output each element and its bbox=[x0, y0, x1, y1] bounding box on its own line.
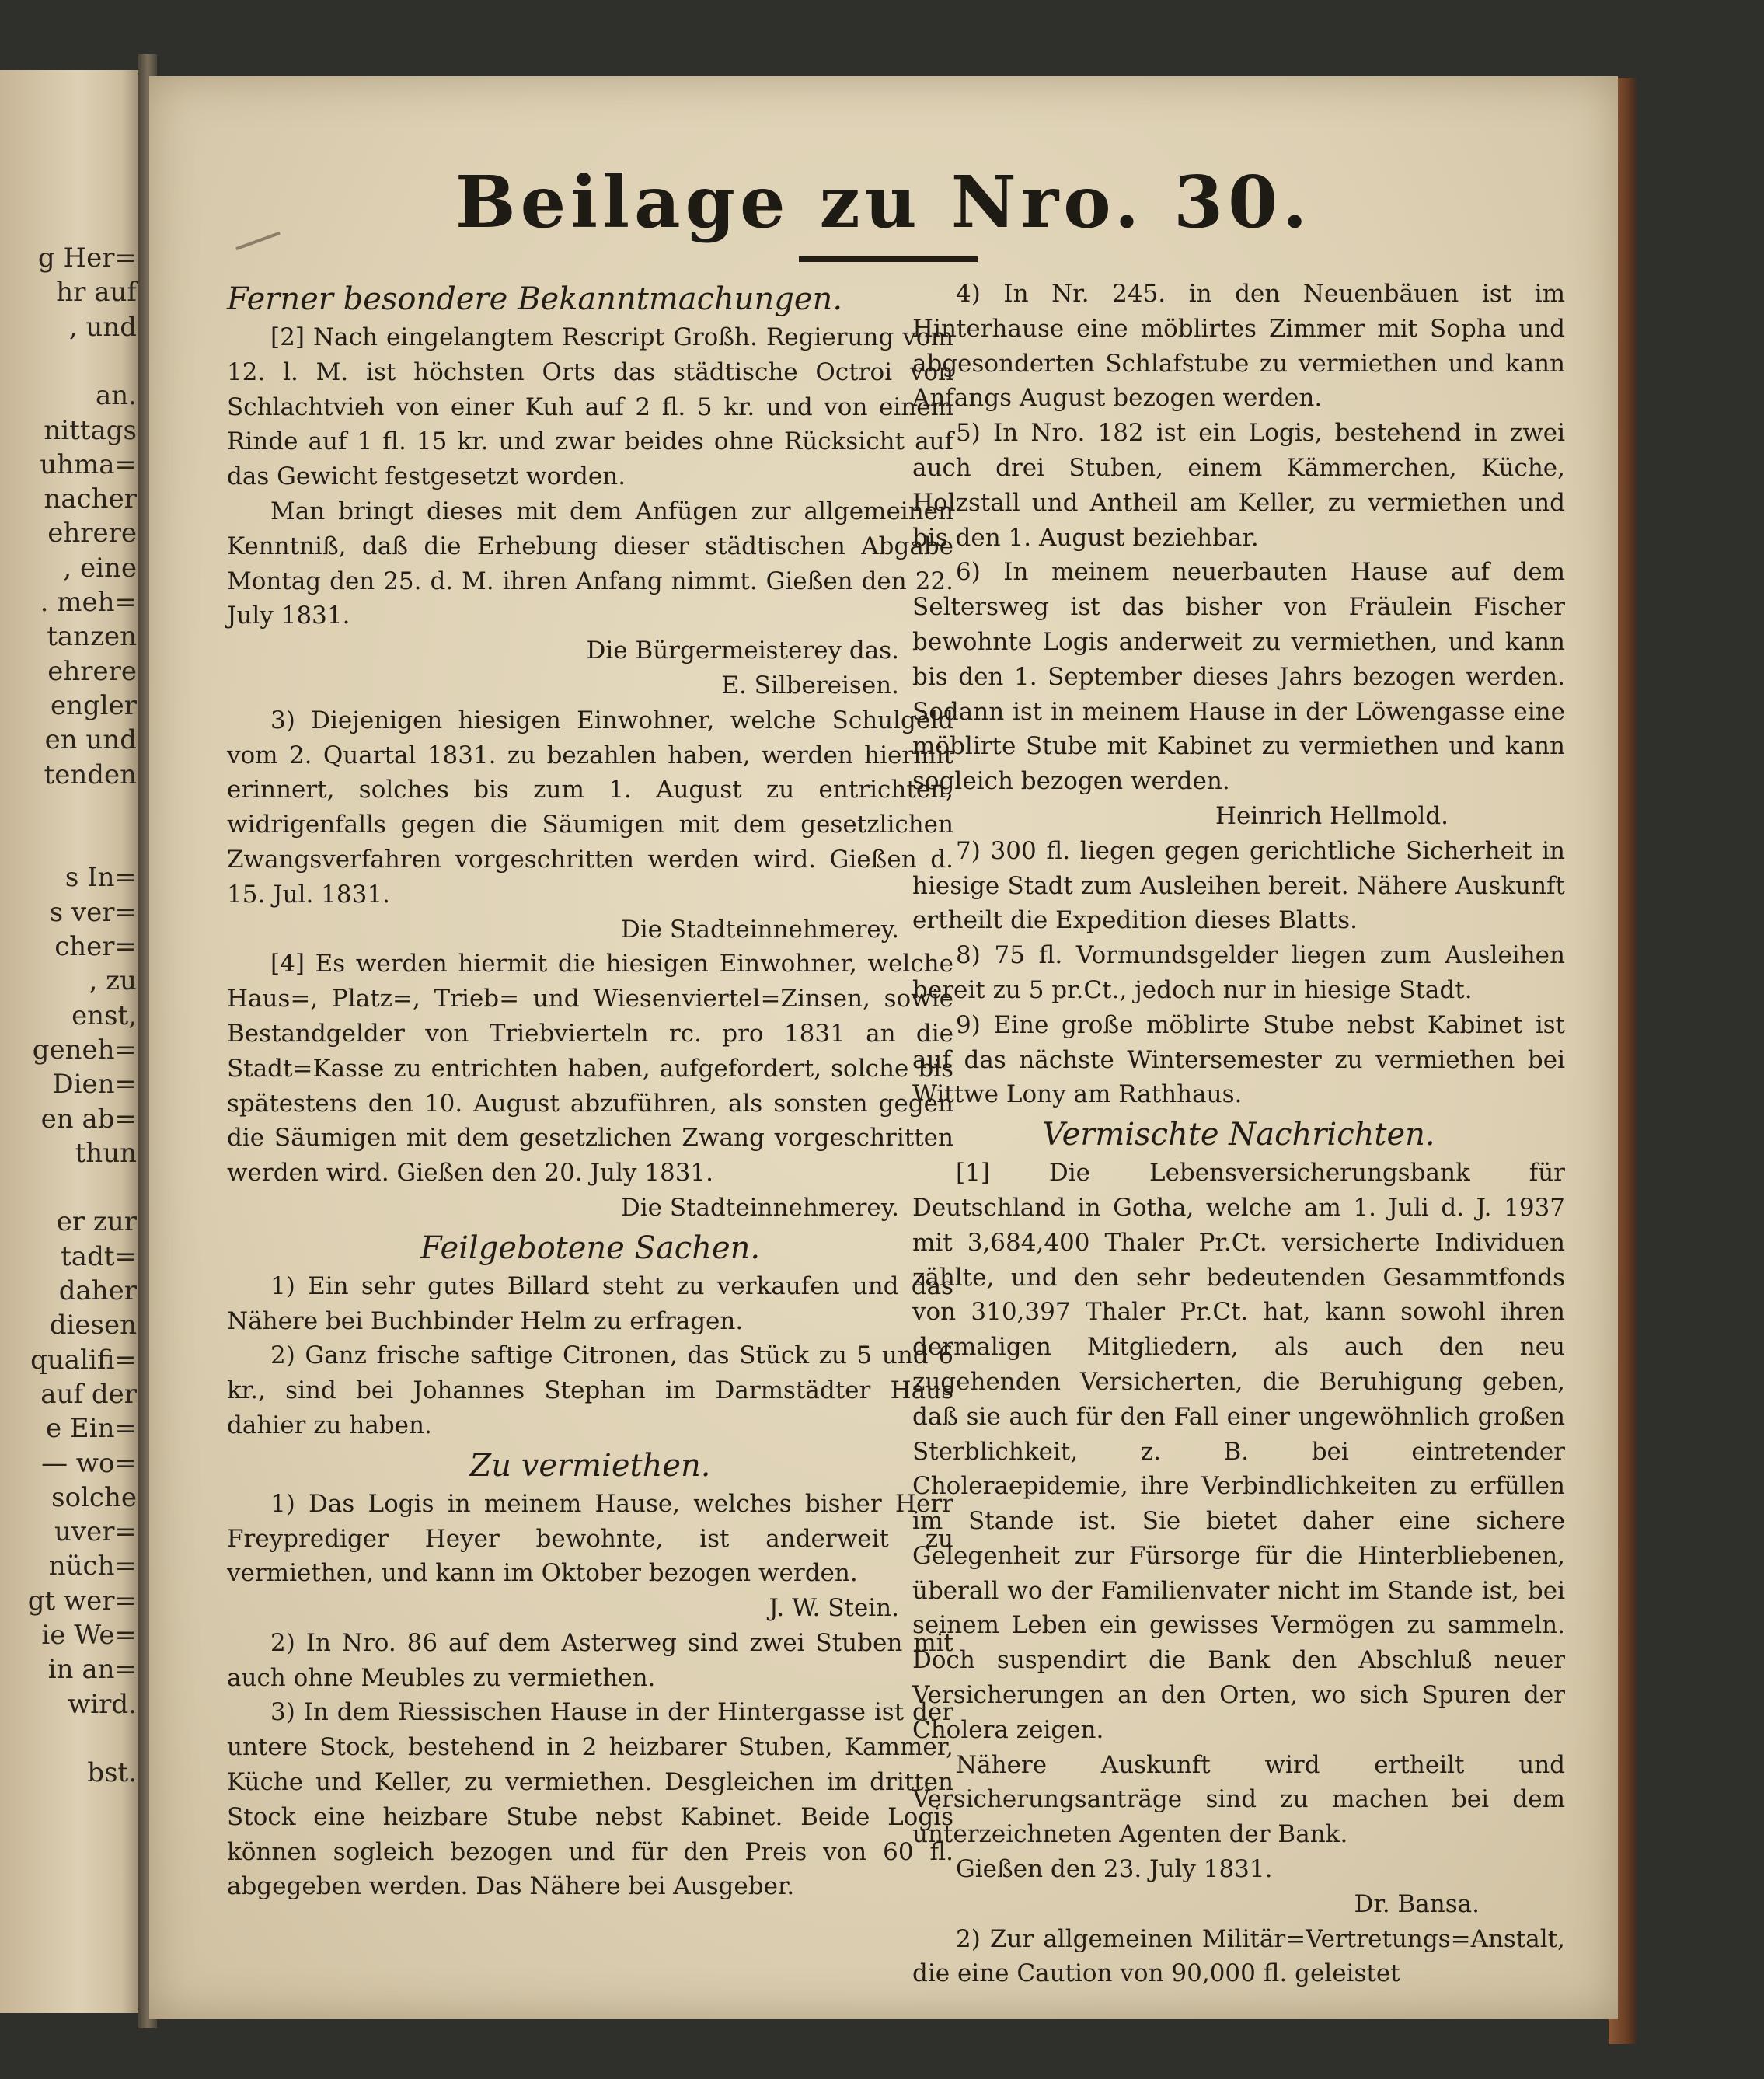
facing-page-fragment: s In= bbox=[64, 862, 137, 894]
title-rule bbox=[799, 256, 978, 262]
facing-page-fragment: er zur bbox=[56, 1206, 137, 1238]
section-heading-for-sale: Feilgebotene Sachen. bbox=[420, 1230, 761, 1266]
listing-rent-2: 2) In Nro. 86 auf dem Asterweg sind zwei Stuben mit auch ohne Meubles zu vermiethen. bbox=[227, 1628, 953, 1692]
facing-page-fragment: , eine bbox=[63, 552, 137, 584]
facing-page-fragment: , zu bbox=[89, 965, 137, 997]
notice-life-insurance: [1] Die Lebensversicherungsbank für Deutschland in Gotha, welche am 1. Juli d. J. 1937 mit 3,684,400 Thaler Pr.Ct. versicherte Individuen zählte, und den sehr bedeutenden Gesammtfonds von 310,397 Thaler Pr.Ct. hat, kann sowohl ihren dermaligen Mitgliedern, als auch den neu zugehenden Versicherten, die Beruhigung geben, daß sie auch für den Fall einer ungewöhnlich großen Sterblichkeit, z. B. bei eintretender Choleraepidemie, ihre Verbindlichkeiten zu erfüllen im Stande ist. Sie bietet daher eine sichere Gelegenheit zur Fürsorge für die Hinterbliebenen, überall wo der Familienvater nicht im Stande ist, bei seinem Leben ein gewisses Vermögen zu sammeln. Doch suspendirt die Bank den Abschluß neuer Versicherungen an den Orten, wo sich Spuren der Cholera zeigen. bbox=[912, 1159, 1565, 1744]
facing-page-fragment: uhma= bbox=[40, 448, 137, 480]
facing-page-fragment: , und bbox=[68, 311, 137, 343]
listing-rent-9: 9) Eine große möblirte Stube nebst Kabinet ist auf das nächste Wintersemester zu vermiethen bei Wittwe Lony am Rathhaus. bbox=[912, 1010, 1565, 1109]
facing-page-fragment: s ver= bbox=[49, 896, 137, 928]
facing-page-fragment: in an= bbox=[47, 1654, 137, 1686]
facing-page-fragment: . meh= bbox=[40, 587, 137, 618]
facing-page-fragment: hr auf bbox=[56, 277, 137, 309]
signature-bansa: Dr. Bansa. bbox=[1354, 1889, 1480, 1918]
facing-page-fragment: g Her= bbox=[37, 242, 137, 274]
right-column bbox=[912, 277, 1565, 1991]
facing-page-fragment: Dien= bbox=[52, 1069, 137, 1101]
signature-treasury: Die Stadteinnehmerey. bbox=[620, 915, 899, 944]
facing-page-fragment: gt wer= bbox=[27, 1585, 137, 1617]
facing-page-fragment: nittags bbox=[44, 414, 137, 446]
listing-rent-1: 1) Das Logis in meinem Hause, welches bisher Herr Freyprediger Heyer bewohnte, ist anderweit zu vermiethen, und kann im Oktober bezogen werden. bbox=[227, 1489, 953, 1588]
facing-page-fragment: geneh= bbox=[32, 1034, 137, 1066]
facing-page-fragment: tanzen bbox=[47, 621, 137, 653]
facing-page-fragment: auf der bbox=[40, 1378, 137, 1410]
notice-date: Gießen den 23. July 1831. bbox=[956, 1855, 1273, 1884]
signature-hellmold: Heinrich Hellmold. bbox=[1215, 801, 1449, 830]
listing-rent-5: 5) In Nro. 182 ist ein Logis, bestehend in zwei auch drei Stuben, einem Kämmerchen, Küche, Holzstall und Antheil am Keller, zu vermiethen und bis den 1. August beziehbar. bbox=[912, 419, 1565, 552]
facing-page-fragment: ehrere bbox=[47, 655, 137, 687]
facing-page-fragment: nacher bbox=[44, 483, 137, 515]
facing-page-fragment: an. bbox=[96, 380, 137, 412]
listing-rent-4: 4) In Nr. 245. in den Neuenbäuen ist im Hinterhause eine möblirtes Zimmer mit Sopha und abgesonderten Schlafstube zu vermiethen und kann Anfangs August bezogen werden. bbox=[912, 280, 1565, 413]
facing-page-fragment: en ab= bbox=[40, 1103, 137, 1135]
facing-page-fragment: nüch= bbox=[48, 1551, 137, 1582]
listing-rent-3: 3) In dem Riessischen Hause in der Hintergasse ist der untere Stock, bestehend in 2 heizbarer Stuben, Kammer, Küche und Keller, zu vermiethen. Desgleichen im dritten Stock eine heizbare Stube nebst Kabinet. Beide Logis können sogleich bezogen und für den Preis von 60 fl. abgegeben werden. Das Nähere bei Ausgeber. bbox=[227, 1698, 953, 1901]
signature-treasury: Die Stadteinnehmerey. bbox=[620, 1193, 899, 1222]
facing-page-fragment: bst. bbox=[87, 1757, 137, 1789]
facing-page-fragment: enst, bbox=[71, 999, 137, 1031]
facing-page-fragment: tenden bbox=[44, 759, 137, 790]
facing-page-fragment: ehrere bbox=[47, 518, 137, 549]
notice-octroi-continued: Man bringt dieses mit dem Anfügen zur allgemeinen Kenntniß, daß die Erhebung dieser städtischen Abgabe Montag den 25. d. M. ihren Anfang nimmt. Gießen den 22. July 1831. bbox=[227, 497, 953, 630]
facing-page-fragment: diesen bbox=[49, 1310, 137, 1341]
facing-page-fragment: e Ein= bbox=[45, 1413, 137, 1445]
signature-mayoralty: Die Bürgermeisterey das. bbox=[586, 637, 899, 665]
facing-page-fragment: — wo= bbox=[41, 1447, 137, 1479]
facing-page-fragment: cher= bbox=[54, 931, 137, 962]
facing-page-fragment: tadt= bbox=[61, 1240, 137, 1272]
facing-page-fragment: en und bbox=[44, 724, 137, 756]
facing-page-fragment: solche bbox=[51, 1481, 137, 1513]
listing-loan-75: 8) 75 fl. Vormundsgelder liegen zum Ausleihen bereit zu 5 pr.Ct., jedoch nur in hiesige Stadt. bbox=[912, 941, 1565, 1004]
notice-octroi: [2] Nach eingelangtem Rescript Großh. Regierung vom 12. l. M. ist höchsten Orts das städtische Octroi von Schlachtvieh von einer Kuh auf 2 fl. 5 kr. und von einem Rinde auf 1 fl. 15 kr. und zwar beides ohne Rücksicht auf das Gewicht festgesetzt worden. bbox=[227, 323, 953, 491]
notice-military-agency: 2) Zur allgemeinen Militär=Vertretungs=Anstalt, die eine Caution von 90,000 fl. geleistet bbox=[912, 1924, 1565, 1988]
facing-page-fragment: qualifi= bbox=[30, 1344, 137, 1376]
facing-page-fragment: uver= bbox=[54, 1516, 137, 1548]
section-heading-announcements: Ferner besondere Bekanntmachungen. bbox=[227, 281, 843, 317]
notice-interest-payments: [4] Es werden hiermit die hiesigen Einwohner, welche Haus=, Platz=, Trieb= und Wiesenviertel=Zinsen, sowie Bestandgelder von Triebvierteln rc. pro 1831 an die Stadt=Kasse zu entrichten haben, aufgefordert, solche bis spätestens den 10. August abzuführen, als sonsten gegen die Säumigen mit dem gesetzlichen Zwang vorgeschritten werden wird. Gießen den 20. July 1831. bbox=[227, 950, 953, 1188]
listing-lemons: 2) Ganz frische saftige Citronen, das Stück zu 5 und 6 kr., sind bei Johannes Stephan im Darmstädter Haus dahier zu haben. bbox=[227, 1341, 953, 1439]
facing-page-fragment: engler bbox=[50, 689, 137, 721]
listing-rent-6: 6) In meinem neuerbauten Hause auf dem Seltersweg ist das bisher von Fräulein Fischer bewohnte Logis anderweit zu vermiethen, und kann bis den 1. September dieses Jahrs bezogen werden. Sodann ist in meinem Hause in der Löwengasse eine möblirte Stube mit Kabinet zu vermiethen und kann sogleich bezogen werden. bbox=[912, 558, 1565, 796]
listing-loan-300: 7) 300 fl. liegen gegen gerichtliche Sicherheit in hiesige Stadt zum Ausleihen bereit. Nähere Auskunft ertheilt die Expedition dieses Blatts. bbox=[912, 836, 1565, 935]
newspaper-page bbox=[149, 76, 1618, 2019]
section-heading-for-rent: Zu vermiethen. bbox=[469, 1447, 711, 1484]
notice-school-fees: 3) Diejenigen hiesigen Einwohner, welche Schulgeld vom 2. Quartal 1831. zu bezahlen haben, werden hiermit erinnert, solches bis zum 1. August zu entrichten, widrigenfalls gegen die Säumigen mit dem gesetzlichen Zwangsverfahren vorgeschritten werden wird. Gießen d. 15. Jul. 1831. bbox=[227, 706, 953, 909]
facing-page-fragment: daher bbox=[58, 1275, 137, 1306]
notice-inquiries: Nähere Auskunft wird ertheilt und Versicherungsanträge sind zu machen bei dem unterzeichneten Agenten der Bank. bbox=[912, 1750, 1565, 1849]
signature-stein: J. W. Stein. bbox=[769, 1594, 899, 1623]
facing-page-edge bbox=[0, 70, 144, 2013]
facing-page-fragment: thun bbox=[75, 1137, 137, 1169]
section-heading-misc: Vermischte Nachrichten. bbox=[1042, 1117, 1435, 1153]
page-title: Beilage zu Nro. 30. bbox=[455, 160, 1313, 244]
left-column bbox=[227, 280, 953, 1904]
facing-page-fragment: wird. bbox=[68, 1688, 137, 1720]
signature-silbereisen: E. Silbereisen. bbox=[721, 671, 899, 699]
facing-page-fragment: ie We= bbox=[41, 1620, 137, 1651]
listing-billiard: 1) Ein sehr gutes Billard steht zu verkaufen und das Nähere bei Buchbinder Helm zu erfragen. bbox=[227, 1271, 953, 1335]
